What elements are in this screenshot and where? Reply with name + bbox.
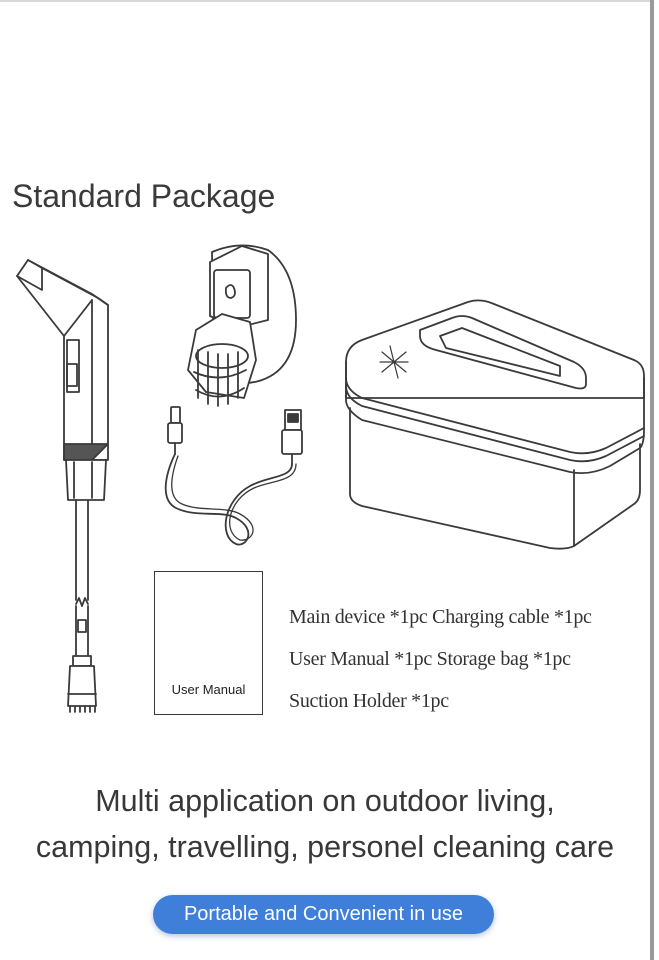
user-manual-label: User Manual [171,682,246,697]
user-manual-booklet [154,571,263,715]
usb-cable-icon [166,407,302,545]
package-item-row: Suction Holder *1pc [289,690,449,712]
feature-badge-label: Portable and Convenient in use [183,903,464,925]
sprayer-device-icon [17,260,108,712]
feature-badge [153,895,494,934]
suction-holder-icon [188,245,296,406]
tagline-line-2: camping, travelling, personel cleaning care [35,830,615,864]
storage-box-icon [346,300,644,548]
tagline-line-1: Multi application on outdoor living, [95,784,555,818]
package-item-row: Main device *1pc Charging cable *1pc [289,606,592,628]
page-title: Standard Package [12,178,276,214]
package-item-row: User Manual *1pc Storage bag *1pc [289,648,571,670]
